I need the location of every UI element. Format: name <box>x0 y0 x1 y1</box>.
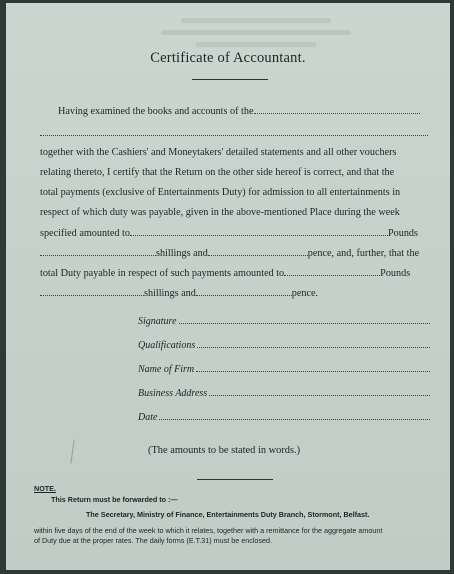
signature-field[interactable] <box>179 315 430 324</box>
qualifications-field[interactable] <box>197 339 430 348</box>
premises-field-continued[interactable] <box>40 127 428 136</box>
body-line-2 <box>40 127 430 140</box>
qualifications-row: Qualifications <box>138 339 430 352</box>
note-within-line-2: of Duty due at the proper rates. The daily forms (E.T.31) must be enclosed. <box>34 536 272 545</box>
note-within-line-1: within five days of the end of the week to which it relates, together with a remittance for the aggregate amount <box>34 526 383 535</box>
address-field[interactable] <box>209 387 430 396</box>
duty-pence-field[interactable] <box>196 287 292 296</box>
body-line-4: relating thereto, I certify that the Return on the other side hereof is correct, and that the <box>40 167 395 178</box>
note-label: NOTE. <box>34 484 56 493</box>
body-line-6: respect of which duty was payable, given in the above-mentioned Place during the week <box>40 207 400 218</box>
body-line-3: together with the Cashiers' and Moneytakers' detailed statements and all other vouchers <box>40 147 397 158</box>
page-title: Certificate of Accountant. <box>150 50 306 66</box>
section-rule <box>197 479 273 480</box>
body-line-7: specified amounted to Pounds <box>40 228 418 239</box>
signature-row: Signature <box>138 315 430 328</box>
words-note: (The amounts to be stated in words.) <box>148 445 301 456</box>
note-forward: This Return must be forwarded to :— <box>51 495 178 504</box>
duty-pounds-field[interactable] <box>284 267 380 276</box>
firm-field[interactable] <box>196 363 430 372</box>
payments-pounds-field[interactable] <box>130 227 388 236</box>
body-line-9: total Duty payable in respect of such payments amounted to Pounds <box>40 268 411 279</box>
duty-shillings-field[interactable] <box>40 287 144 296</box>
body-line-1: Having examined the books and accounts of the <box>58 105 430 118</box>
certificate-sheet <box>6 3 450 570</box>
body-line-10: shillings and pence. <box>40 287 430 300</box>
body-line-5: total payments (exclusive of Entertainments Duty) for admission to all entertainments in <box>40 187 401 198</box>
firm-row: Name of Firm <box>138 363 430 376</box>
payments-shillings-field[interactable] <box>40 247 156 256</box>
date-field[interactable] <box>159 411 430 420</box>
pencil-mark <box>70 440 79 465</box>
body-line-8: shillings and pence, and, further, that the <box>40 247 430 260</box>
payments-pence-field[interactable] <box>208 247 308 256</box>
address-row: Business Address <box>138 387 430 400</box>
date-row: Date <box>138 411 430 424</box>
note-recipient: The Secretary, Ministry of Finance, Entertainments Duty Branch, Stormont, Belfast. <box>86 510 370 519</box>
premises-field[interactable] <box>254 105 420 114</box>
title-rule <box>192 79 268 80</box>
